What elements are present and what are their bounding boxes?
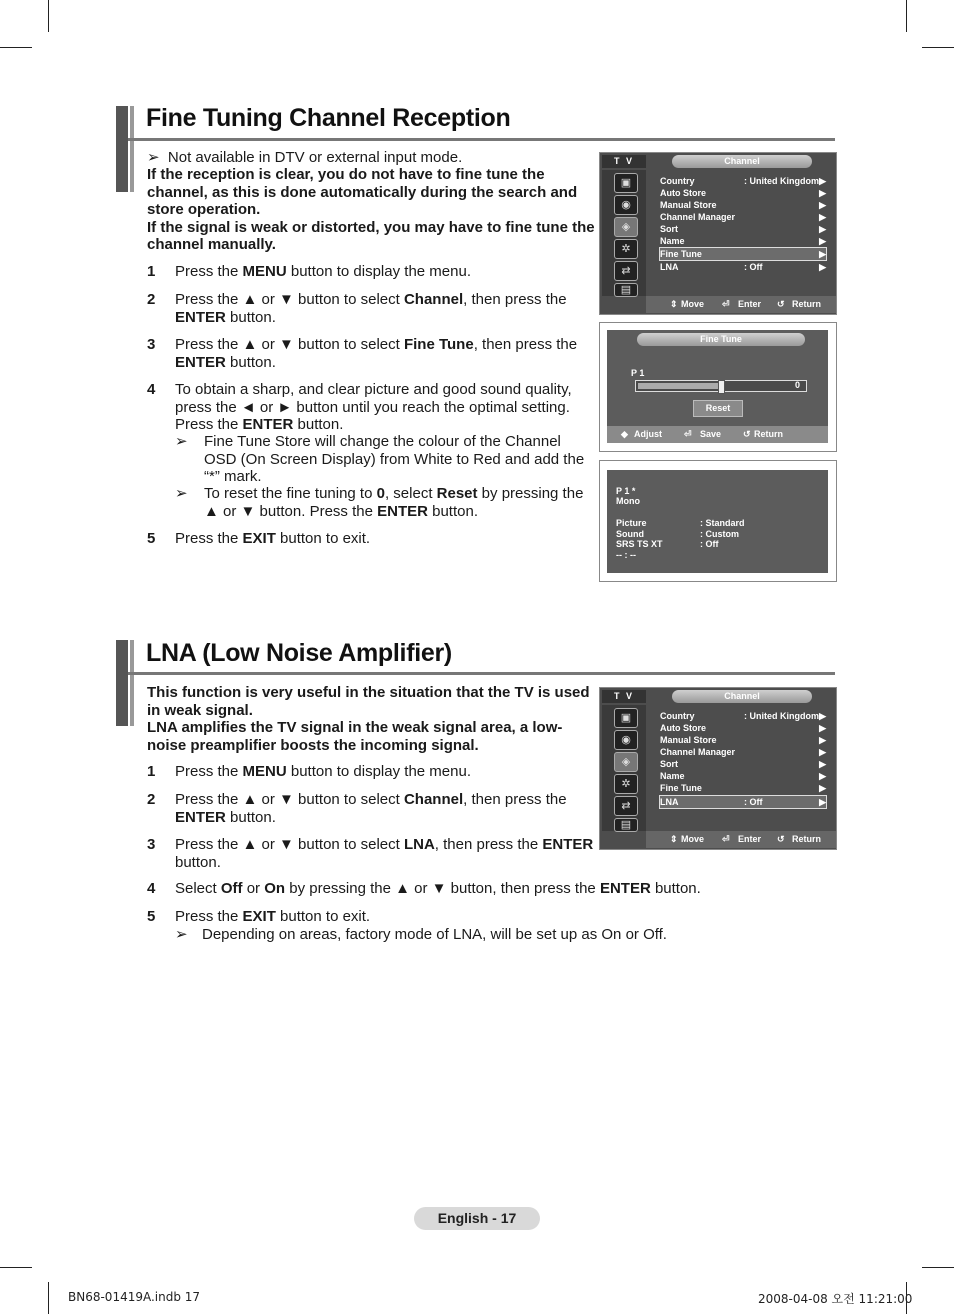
osd-program-number: P 1 xyxy=(631,368,645,378)
osd-footer: ◆ Adjust ⏎ Save ↺ Return xyxy=(607,426,828,443)
slider-handle[interactable] xyxy=(718,380,725,394)
intro-fine-tuning: If the reception is clear, you do not have to fine tune the channel, as this is done automatically during the search and store operation. If the signal is weak or distorted, you may have to fine tune the channel manually. xyxy=(147,166,595,253)
crop-mark xyxy=(0,1267,32,1268)
return-icon: ↺ xyxy=(777,299,785,309)
section-bar xyxy=(130,106,134,192)
section-title-lna: LNA (Low Noise Amplifier) xyxy=(146,639,452,667)
osd-row-sort[interactable]: Sort ▶ xyxy=(660,224,826,234)
osd-row-channel-manager[interactable]: Channel Manager ▶ xyxy=(660,212,826,222)
picture-icon[interactable]: ▣ xyxy=(614,708,638,728)
footer-file: BN68-01419A.indb 17 xyxy=(68,1290,201,1304)
osd-fine-tune-header: Fine Tune xyxy=(637,333,805,346)
move-icon: ⇕ xyxy=(670,834,678,844)
osd-row-fine-tune[interactable]: Fine Tune ▶ xyxy=(660,249,826,259)
fine-tune-slider[interactable] xyxy=(635,380,807,392)
osd-sidebar xyxy=(602,705,646,831)
osd-row-lna[interactable]: LNA : Off ▶ xyxy=(660,262,826,272)
osd-row-manual-store[interactable]: Manual Store ▶ xyxy=(660,735,826,745)
return-icon: ↺ xyxy=(777,834,785,844)
adjust-icon: ◆ xyxy=(621,429,628,439)
osd-info: P 1 * Mono Picture : Standard Sound : Custom SRS TS XT : Off -- : -- xyxy=(599,460,837,582)
osd-channel-menu xyxy=(599,152,837,315)
osd-fine-tune xyxy=(599,322,837,452)
input-icon[interactable]: ⇄ xyxy=(614,796,638,816)
osd-channel-header: Channel xyxy=(672,690,812,703)
picture-icon[interactable]: ▣ xyxy=(614,173,638,193)
osd-row-auto-store[interactable]: Auto Store ▶ xyxy=(660,188,826,198)
arrow-note-icon: ➢ xyxy=(147,149,160,166)
return-icon: ↺ xyxy=(743,429,751,439)
osd-row-name[interactable]: Name ▶ xyxy=(660,771,826,781)
osd-row-name[interactable]: Name ▶ xyxy=(660,236,826,246)
osd-row-country[interactable]: Country : United Kingdom ▶ xyxy=(660,176,826,186)
setup-icon[interactable]: ✲ xyxy=(614,239,638,259)
channel-icon[interactable]: ◈ xyxy=(614,752,638,772)
osd-row-lna[interactable]: LNA : Off ▶ xyxy=(660,797,826,807)
sound-icon[interactable]: ◉ xyxy=(614,195,638,215)
page-number-badge: English - 17 xyxy=(414,1207,540,1230)
crop-mark xyxy=(48,0,49,32)
section-bar xyxy=(116,640,128,726)
osd-footer: ⇕ Move ⏎ Enter ↺ Return xyxy=(646,296,836,313)
enter-icon: ⏎ xyxy=(722,299,730,309)
save-icon: ⏎ xyxy=(684,429,692,439)
osd-row-auto-store[interactable]: Auto Store ▶ xyxy=(660,723,826,733)
osd-sidebar xyxy=(602,170,646,296)
osd-row-fine-tune[interactable]: Fine Tune ▶ xyxy=(660,783,826,793)
section-bar xyxy=(130,640,134,726)
input-icon[interactable]: ⇄ xyxy=(614,261,638,281)
digital-icon[interactable]: ▤ xyxy=(614,818,638,832)
osd-info-program: P 1 * xyxy=(616,486,636,496)
section-bar xyxy=(116,106,128,192)
osd-row-sort[interactable]: Sort ▶ xyxy=(660,759,826,769)
section-title-fine-tuning: Fine Tuning Channel Reception xyxy=(146,104,511,132)
crop-mark xyxy=(0,47,32,48)
move-icon: ⇕ xyxy=(670,299,678,309)
footer-date: 2008-04-08 오전 11:21:00 xyxy=(758,1292,913,1306)
channel-icon[interactable]: ◈ xyxy=(614,217,638,237)
setup-icon[interactable]: ✲ xyxy=(614,774,638,794)
section-rule xyxy=(128,138,835,141)
osd-row-manual-store[interactable]: Manual Store ▶ xyxy=(660,200,826,210)
section-rule xyxy=(128,672,835,675)
intro-lna: This function is very useful in the situation that the TV is used in weak signal. LNA amplifies the TV signal in the weak signal area, a low- noise preamplifier boosts the incoming signal. xyxy=(147,684,590,754)
arrow-note-icon: ➢ xyxy=(175,485,188,502)
osd-channel-header: Channel xyxy=(672,155,812,168)
osd-tv-label: T V xyxy=(602,690,646,703)
osd-fine-tune-value: 0 xyxy=(795,380,801,390)
note-dtv: ➢ Not available in DTV or external input mode. xyxy=(147,149,463,166)
osd-footer: ⇕ Move ⏎ Enter ↺ Return xyxy=(646,831,836,848)
arrow-note-icon: ➢ xyxy=(175,433,188,450)
osd-channel-menu-lna xyxy=(599,687,837,850)
osd-info-clock: -- : -- xyxy=(616,550,636,560)
crop-mark xyxy=(906,0,907,32)
osd-info-mono: Mono xyxy=(616,496,640,506)
reset-button[interactable]: Reset xyxy=(693,400,743,417)
osd-row-country[interactable]: Country : United Kingdom ▶ xyxy=(660,711,826,721)
enter-icon: ⏎ xyxy=(722,834,730,844)
crop-mark xyxy=(922,47,954,48)
osd-row-channel-manager[interactable]: Channel Manager ▶ xyxy=(660,747,826,757)
sound-icon[interactable]: ◉ xyxy=(614,730,638,750)
crop-mark xyxy=(48,1282,49,1314)
arrow-note-icon: ➢ xyxy=(175,926,188,943)
osd-tv-label: T V xyxy=(602,155,646,168)
digital-icon[interactable]: ▤ xyxy=(614,283,638,297)
crop-mark xyxy=(922,1267,954,1268)
